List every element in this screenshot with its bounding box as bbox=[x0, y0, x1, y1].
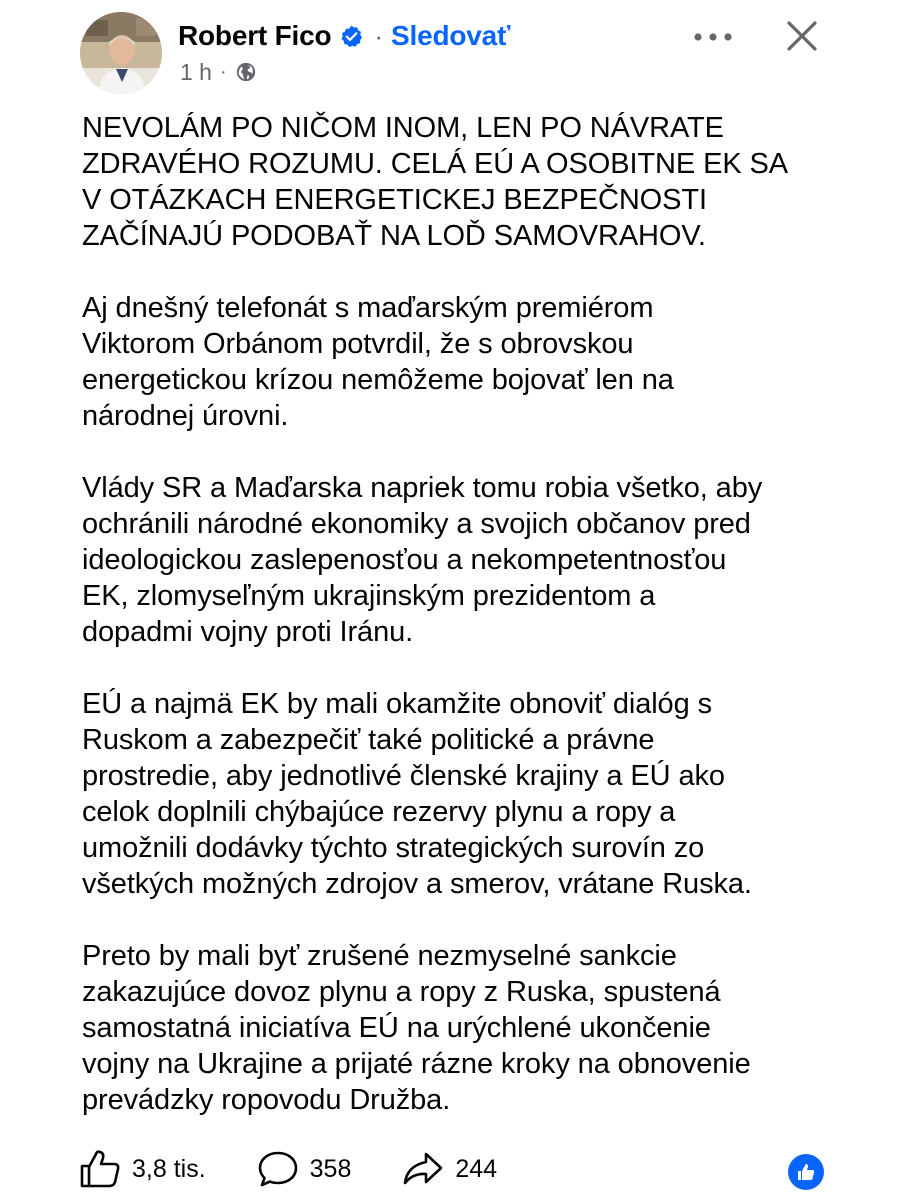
timestamp[interactable]: 1 h bbox=[180, 58, 212, 85]
author-row bbox=[178, 16, 510, 56]
close-button[interactable] bbox=[778, 12, 826, 60]
separator-dot: · bbox=[374, 20, 384, 51]
more-options-button[interactable] bbox=[690, 22, 736, 52]
like-button[interactable] bbox=[78, 1149, 206, 1189]
post-meta bbox=[180, 56, 257, 88]
post-paragraph-1: NEVOLÁM PO NIČOM INOM, LEN PO NÁVRATE ZDRAVÉHO ROZUMU. CELÁ EÚ A OSOBITNE EK SA V OTÁZKACH ENERGETICKEJ BEZPEČNOSTI ZAČÍNAJÚ PODOBAŤ NA LOĎ SAMOVRAHOV. bbox=[82, 112, 789, 252]
globe-icon bbox=[235, 61, 257, 83]
share-button[interactable] bbox=[401, 1149, 497, 1189]
comment-count: 358 bbox=[309, 1154, 352, 1183]
author-name[interactable]: Robert Fico bbox=[178, 20, 332, 51]
more-dots-icon bbox=[690, 31, 736, 43]
share-icon bbox=[401, 1149, 445, 1189]
avatar[interactable] bbox=[80, 12, 162, 94]
comment-button[interactable] bbox=[256, 1149, 352, 1189]
profile-photo bbox=[80, 12, 162, 94]
like-icon bbox=[78, 1149, 122, 1189]
post-paragraph-4: EÚ a najmä EK by mali okamžite obnoviť dialóg s Ruskom a zabezpečiť také politické a právne prostredie, aby jednotlivé členské krajiny a EÚ ako celok doplnili chýbajúce rezervy plynu a ropy a umožnili dodávky týchto strategických surovín zo všetkých možných zdrojov a smerov, vrátane Ruska. bbox=[82, 688, 752, 900]
verified-badge-icon bbox=[339, 24, 364, 49]
thumbs-up-icon bbox=[796, 1162, 816, 1182]
close-icon bbox=[785, 19, 819, 53]
post-header bbox=[0, 0, 901, 100]
like-reaction-badge[interactable] bbox=[788, 1154, 824, 1190]
post-paragraph-3: Vlády SR a Maďarska napriek tomu robia všetko, aby ochránili národné ekonomiky a svojich občanov pred ideologickou zaslepenosťou a nekompetentnosťou EK, zlomyseľným ukrajinským prezidentom a dopadmi vojny proti Iránu. bbox=[82, 472, 763, 648]
post-actions bbox=[78, 1146, 838, 1192]
like-count: 3,8 tis. bbox=[132, 1154, 206, 1183]
post-paragraph-2: Aj dnešný telefonát s maďarským premiérom Viktorom Orbánom potvrdil, že s obrovskou energetickou krízou nemôžeme bojovať len na národnej úrovni. bbox=[82, 292, 674, 432]
comment-icon bbox=[256, 1149, 300, 1189]
meta-separator-dot: · bbox=[219, 60, 227, 83]
post-text bbox=[82, 110, 872, 1154]
post-paragraph-5: Preto by mali byť zrušené nezmyselné sankcie zakazujúce dovoz plynu a ropy z Ruska, spustená samostatná iniciatíva EÚ na urýchlené ukončenie vojny na Ukrajine a prijaté rázne kroky na obnovenie prevádzky ropovodu Družba. bbox=[82, 940, 751, 1116]
follow-button[interactable]: Sledovať bbox=[391, 20, 511, 51]
share-count: 244 bbox=[455, 1154, 498, 1183]
